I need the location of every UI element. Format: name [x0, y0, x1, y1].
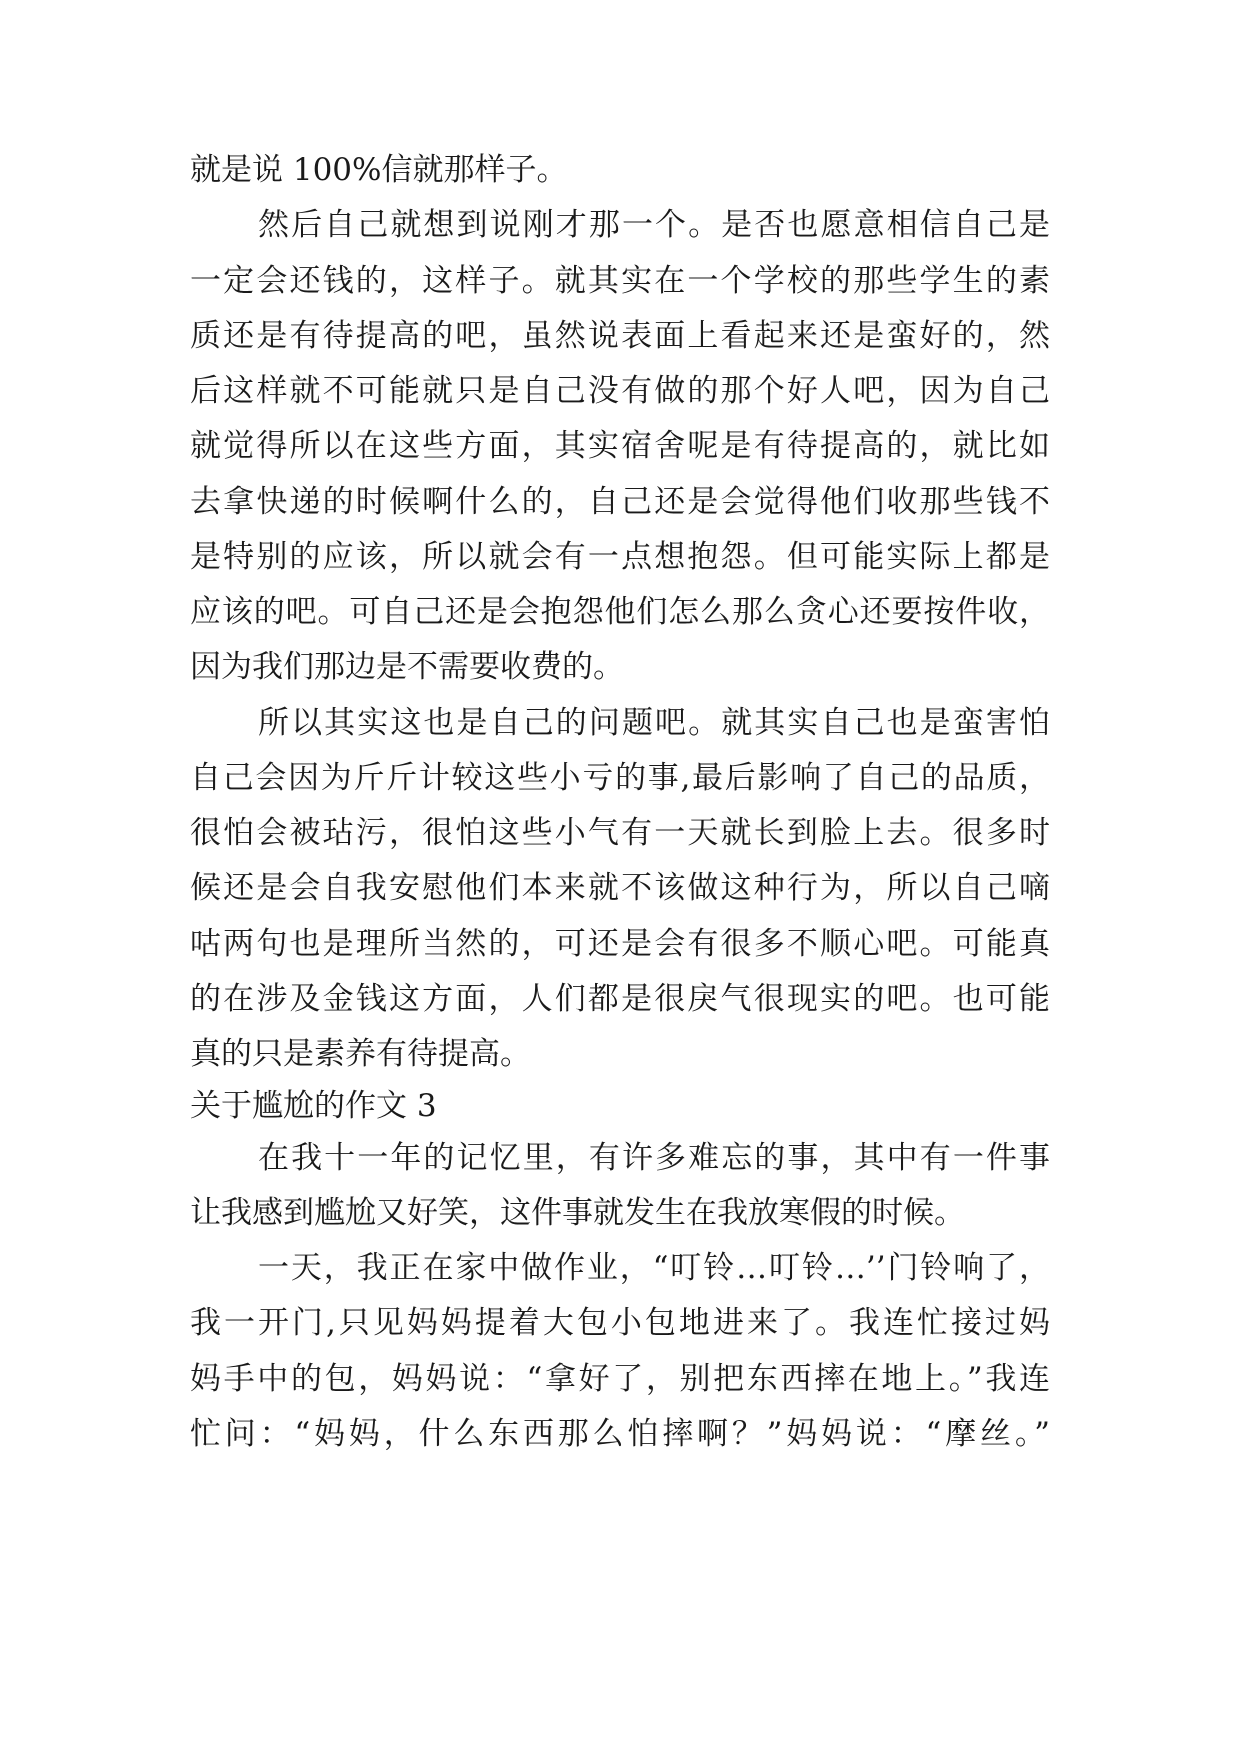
text-line: 妈手中的包，妈妈说：“拿好了，别把东西摔在地上。”我连	[190, 1361, 1050, 1397]
text-line: 的在涉及金钱这方面，人们都是很戾气很现实的吧。也可能	[190, 981, 1050, 1017]
text-line: 很怕会被玷污，很怕这些小气有一天就长到脸上去。很多时	[190, 815, 1050, 851]
text-line: 在我十一年的记忆里，有许多难忘的事，其中有一件事	[258, 1140, 1050, 1176]
text-line: 因为我们那边是不需要收费的。	[190, 649, 624, 685]
text-line: 自己会因为斤斤计较这些小亏的事,最后影响了自己的品质，	[190, 760, 1050, 796]
text-line: 所以其实这也是自己的问题吧。就其实自己也是蛮害怕	[258, 705, 1050, 741]
text-line: 咕两句也是理所当然的，可还是会有很多不顺心吧。可能真	[190, 926, 1050, 962]
text-line: 一定会还钱的，这样子。就其实在一个学校的那些学生的素	[190, 263, 1050, 299]
text-line: 让我感到尴尬又好笑，这件事就发生在我放寒假的时候。	[190, 1195, 965, 1231]
text-line: 就觉得所以在这些方面，其实宿舍呢是有待提高的，就比如	[190, 428, 1050, 464]
text-line: 质还是有待提高的吧，虽然说表面上看起来还是蛮好的，然	[190, 318, 1050, 354]
text-line: 是特别的应该，所以就会有一点想抱怨。但可能实际上都是	[190, 539, 1050, 575]
text-line: 候还是会自我安慰他们本来就不该做这种行为，所以自己嘀	[190, 870, 1050, 906]
text-line: 真的只是素养有待提高。	[190, 1036, 531, 1072]
text-line: 就是说 100%信就那样子。	[190, 152, 568, 188]
text-line: 忙问：“妈妈，什么东西那么怕摔啊？”妈妈说：“摩丝。”	[190, 1416, 1050, 1452]
text-line: 后这样就不可能就只是自己没有做的那个好人吧，因为自己	[190, 373, 1050, 409]
text-line: 我一开门,只见妈妈提着大包小包地进来了。我连忙接过妈	[190, 1305, 1050, 1341]
text-line: 应该的吧。可自己还是会抱怨他们怎么那么贪心还要按件收，	[190, 594, 1050, 630]
text-line: 一天，我正在家中做作业，“叮铃…叮铃…’’门铃响了，	[258, 1250, 1050, 1286]
text-line: 去拿快递的时候啊什么的，自己还是会觉得他们收那些钱不	[190, 484, 1050, 520]
section-heading: 关于尴尬的作文 3	[190, 1088, 437, 1124]
text-line: 然后自己就想到说刚才那一个。是否也愿意相信自己是	[258, 207, 1050, 243]
